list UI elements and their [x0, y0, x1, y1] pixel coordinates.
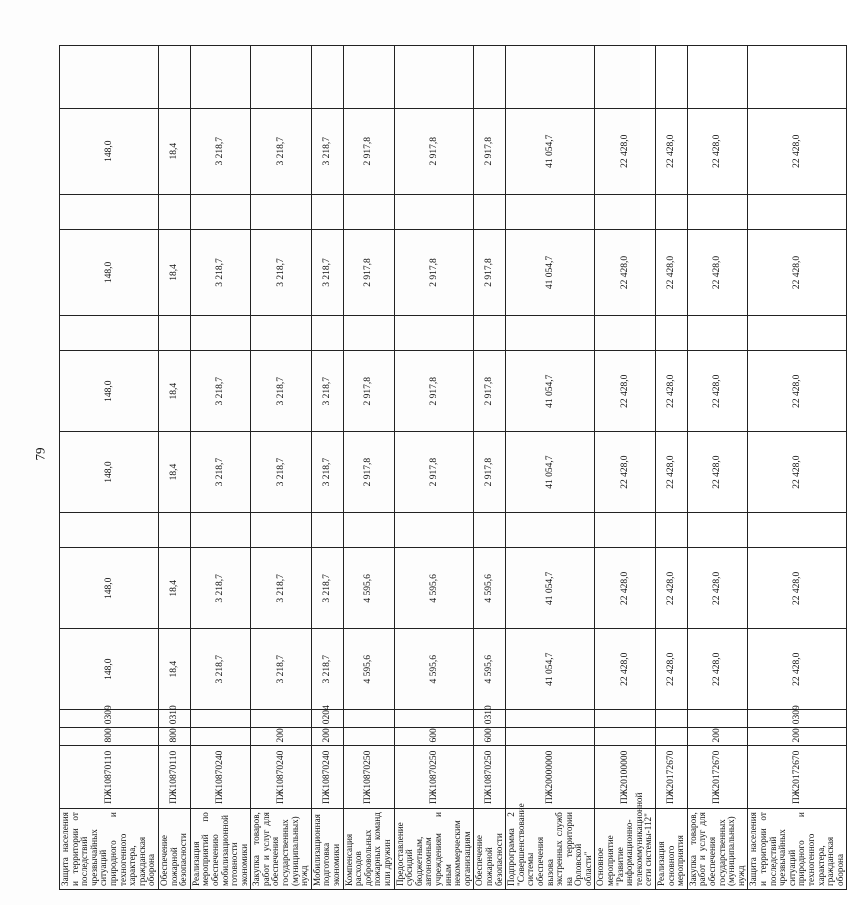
section-cell: 0310 — [158, 710, 190, 728]
amount-cell: 18,4 — [158, 432, 190, 513]
amount-cell — [343, 513, 394, 548]
section-cell — [251, 710, 312, 728]
amount-cell: 18,4 — [158, 230, 190, 316]
amount-cell: 2 917,8 — [394, 351, 474, 432]
amount-cell: 22 428,0 — [687, 108, 748, 194]
amount-cell: 18,4 — [158, 629, 190, 710]
amount-cell: 4 595,6 — [394, 548, 474, 629]
amount-cell: 18,4 — [158, 548, 190, 629]
budget-table — [59, 45, 847, 890]
amount-cell — [595, 513, 656, 548]
table-row — [687, 46, 748, 890]
amount-cell: 41 054,7 — [506, 108, 595, 194]
amount-cell: 3 218,7 — [190, 351, 251, 432]
amount-cell: 3 218,7 — [190, 108, 251, 194]
amount-cell: 3 218,7 — [311, 230, 343, 316]
amount-cell: 22 428,0 — [595, 629, 656, 710]
amount-cell — [251, 194, 312, 229]
expense-type-cell — [595, 728, 656, 746]
amount-cell: 148,0 — [60, 108, 159, 194]
amount-cell — [748, 315, 847, 350]
amount-cell: 3 218,7 — [190, 548, 251, 629]
row-name-cell: Обеспечение пожарной безопасности — [158, 809, 190, 890]
row-name-cell: Основное мероприятие "Развитие информационно-телекоммуникационной сети системы-112" — [595, 809, 656, 890]
row-name-cell: Закупка товаров, работ и услуг для обеспечения государственных (муниципальных) нужд — [251, 809, 312, 890]
target-article-cell: ПЖ20172670 — [656, 746, 688, 809]
amount-cell: 41 054,7 — [506, 548, 595, 629]
amount-cell: 22 428,0 — [748, 629, 847, 710]
amount-cell — [60, 315, 159, 350]
target-article-cell: ПЖ20172670 — [687, 746, 748, 809]
amount-cell — [687, 513, 748, 548]
amount-cell — [656, 315, 688, 350]
amount-cell: 3 218,7 — [190, 432, 251, 513]
table-row — [251, 46, 312, 890]
amount-cell: 18,4 — [158, 351, 190, 432]
amount-cell: 2 917,8 — [474, 432, 506, 513]
amount-cell — [394, 513, 474, 548]
section-cell: 0204 — [311, 710, 343, 728]
table-row — [474, 46, 506, 890]
target-article-cell: ПЖ10870250 — [394, 746, 474, 809]
amount-cell: 2 917,8 — [343, 432, 394, 513]
table-row — [190, 46, 251, 890]
amount-cell: 22 428,0 — [656, 230, 688, 316]
amount-cell: 3 218,7 — [251, 351, 312, 432]
section-cell: 0310 — [474, 710, 506, 728]
row-name-cell: Подпрограмма 2 "Совершенствование системы обеспечения вызова экстренных служб на территории Орловской области" — [506, 809, 595, 890]
section-cell — [190, 710, 251, 728]
amount-cell — [595, 46, 656, 109]
amount-cell — [158, 46, 190, 109]
amount-cell — [60, 194, 159, 229]
amount-cell: 3 218,7 — [251, 108, 312, 194]
table-row — [311, 46, 343, 890]
expense-type-cell: 200 — [251, 728, 312, 746]
section-cell — [506, 710, 595, 728]
amount-cell — [595, 194, 656, 229]
amount-cell: 3 218,7 — [251, 432, 312, 513]
row-name-cell: Защита населения и территории от последствий чрезвычайных ситуаций природного и техногенного характера, гражданская оборона — [748, 809, 847, 890]
amount-cell: 22 428,0 — [595, 548, 656, 629]
expense-type-cell: 200 — [687, 728, 748, 746]
amount-cell: 22 428,0 — [656, 432, 688, 513]
amount-cell: 41 054,7 — [506, 629, 595, 710]
row-name-cell: Закупка товаров, работ и услуг для обеспечения государственных (муниципальных) нужд — [687, 809, 748, 890]
expense-type-cell — [343, 728, 394, 746]
table-row — [343, 46, 394, 890]
amount-cell — [343, 194, 394, 229]
target-article-cell: ПЖ10870250 — [474, 746, 506, 809]
amount-cell: 2 917,8 — [474, 230, 506, 316]
amount-cell: 3 218,7 — [311, 629, 343, 710]
row-name-cell: Реализация основного мероприятия — [656, 809, 688, 890]
amount-cell: 22 428,0 — [656, 351, 688, 432]
expense-type-cell: 600 — [474, 728, 506, 746]
amount-cell: 22 428,0 — [595, 351, 656, 432]
amount-cell — [394, 46, 474, 109]
amount-cell — [687, 46, 748, 109]
amount-cell — [251, 46, 312, 109]
target-article-cell: ПЖ10870240 — [251, 746, 312, 809]
amount-cell: 22 428,0 — [595, 108, 656, 194]
amount-cell — [190, 315, 251, 350]
expense-type-cell — [190, 728, 251, 746]
amount-cell: 3 218,7 — [251, 230, 312, 316]
amount-cell: 148,0 — [60, 548, 159, 629]
amount-cell — [748, 46, 847, 109]
amount-cell — [656, 513, 688, 548]
section-cell — [656, 710, 688, 728]
amount-cell: 4 595,6 — [474, 548, 506, 629]
amount-cell: 22 428,0 — [748, 230, 847, 316]
section-cell — [343, 710, 394, 728]
amount-cell: 148,0 — [60, 629, 159, 710]
amount-cell: 18,4 — [158, 108, 190, 194]
amount-cell — [748, 513, 847, 548]
row-name-cell: Защита населения и территории от последствий чрезвычайных ситуаций природного и техногенного характера, гражданская оборона — [60, 809, 159, 890]
amount-cell — [311, 513, 343, 548]
table-row — [595, 46, 656, 890]
amount-cell: 2 917,8 — [394, 108, 474, 194]
amount-cell — [343, 46, 394, 109]
amount-cell: 3 218,7 — [311, 108, 343, 194]
table-body — [60, 46, 847, 890]
row-name-cell: Обеспечение пожарной безопасности — [474, 809, 506, 890]
amount-cell: 22 428,0 — [656, 548, 688, 629]
row-name-cell: Мобилизационная подготовка экономики — [311, 809, 343, 890]
amount-cell: 148,0 — [60, 351, 159, 432]
amount-cell — [394, 194, 474, 229]
amount-cell — [474, 46, 506, 109]
amount-cell: 3 218,7 — [251, 548, 312, 629]
amount-cell: 41 054,7 — [506, 351, 595, 432]
target-article-cell: ПЖ20172670 — [748, 746, 847, 809]
amount-cell: 4 595,6 — [474, 629, 506, 710]
amount-cell — [190, 194, 251, 229]
rotated-table-container — [59, 45, 845, 890]
amount-cell: 22 428,0 — [687, 548, 748, 629]
row-name-cell: Предоставление субсидий бюджетным, автономным учреждениям и иным некоммерческим организациям — [394, 809, 474, 890]
target-article-cell: ПЖ20100000 — [595, 746, 656, 809]
amount-cell — [474, 513, 506, 548]
target-article-cell: ПЖ10870250 — [343, 746, 394, 809]
amount-cell: 3 218,7 — [190, 629, 251, 710]
amount-cell: 3 218,7 — [190, 230, 251, 316]
amount-cell — [474, 194, 506, 229]
amount-cell: 22 428,0 — [748, 108, 847, 194]
expense-type-cell — [656, 728, 688, 746]
amount-cell — [311, 315, 343, 350]
table-row — [394, 46, 474, 890]
amount-cell — [506, 194, 595, 229]
amount-cell — [60, 513, 159, 548]
amount-cell: 3 218,7 — [311, 432, 343, 513]
amount-cell — [656, 194, 688, 229]
amount-cell — [60, 46, 159, 109]
amount-cell — [158, 315, 190, 350]
table-row — [656, 46, 688, 890]
section-cell — [394, 710, 474, 728]
expense-type-cell: 200 — [748, 728, 847, 746]
section-cell: 0309 — [748, 710, 847, 728]
amount-cell — [506, 46, 595, 109]
amount-cell: 4 595,6 — [343, 548, 394, 629]
page-number: 79 — [32, 447, 48, 461]
expense-type-cell: 800 — [60, 728, 159, 746]
amount-cell — [656, 46, 688, 109]
amount-cell — [687, 315, 748, 350]
amount-cell: 148,0 — [60, 432, 159, 513]
target-article-cell: ПЖ10870110 — [158, 746, 190, 809]
amount-cell: 22 428,0 — [595, 230, 656, 316]
amount-cell: 22 428,0 — [595, 432, 656, 513]
amount-cell: 41 054,7 — [506, 432, 595, 513]
amount-cell — [474, 315, 506, 350]
amount-cell: 2 917,8 — [474, 108, 506, 194]
target-article-cell: ПЖ10870110 — [60, 746, 159, 809]
table-row — [748, 46, 847, 890]
amount-cell: 2 917,8 — [394, 432, 474, 513]
expense-type-cell: 200 — [311, 728, 343, 746]
amount-cell: 22 428,0 — [656, 108, 688, 194]
expense-type-cell: 800 — [158, 728, 190, 746]
amount-cell: 2 917,8 — [343, 230, 394, 316]
amount-cell: 2 917,8 — [474, 351, 506, 432]
row-name-cell: Компенсация расходов добровольных пожарных команд или дружин — [343, 809, 394, 890]
section-cell: 0309 — [60, 710, 159, 728]
target-article-cell: ПЖ20000000 — [506, 746, 595, 809]
amount-cell: 22 428,0 — [748, 548, 847, 629]
amount-cell: 22 428,0 — [687, 629, 748, 710]
amount-cell — [687, 194, 748, 229]
amount-cell — [748, 194, 847, 229]
amount-cell: 148,0 — [60, 230, 159, 316]
amount-cell: 4 595,6 — [394, 629, 474, 710]
amount-cell — [190, 513, 251, 548]
section-cell — [595, 710, 656, 728]
amount-cell: 22 428,0 — [687, 432, 748, 513]
expense-type-cell: 600 — [394, 728, 474, 746]
expense-type-cell — [506, 728, 595, 746]
amount-cell: 22 428,0 — [687, 351, 748, 432]
target-article-cell: ПЖ10870240 — [311, 746, 343, 809]
table-row — [158, 46, 190, 890]
table-row — [506, 46, 595, 890]
amount-cell — [506, 513, 595, 548]
amount-cell: 2 917,8 — [394, 230, 474, 316]
amount-cell: 22 428,0 — [748, 432, 847, 513]
amount-cell — [251, 513, 312, 548]
amount-cell: 2 917,8 — [343, 351, 394, 432]
amount-cell: 4 595,6 — [343, 629, 394, 710]
amount-cell: 2 917,8 — [343, 108, 394, 194]
amount-cell: 41 054,7 — [506, 230, 595, 316]
section-cell — [687, 710, 748, 728]
amount-cell — [158, 513, 190, 548]
amount-cell — [343, 315, 394, 350]
amount-cell: 3 218,7 — [311, 548, 343, 629]
amount-cell — [251, 315, 312, 350]
amount-cell: 22 428,0 — [656, 629, 688, 710]
amount-cell: 3 218,7 — [251, 629, 312, 710]
amount-cell — [311, 194, 343, 229]
amount-cell — [506, 315, 595, 350]
amount-cell — [311, 46, 343, 109]
row-name-cell: Реализация мероприятий по обеспечению мобилизационной готовности экономики — [190, 809, 251, 890]
table-row — [60, 46, 159, 890]
amount-cell: 3 218,7 — [311, 351, 343, 432]
amount-cell — [158, 194, 190, 229]
target-article-cell: ПЖ10870240 — [190, 746, 251, 809]
amount-cell: 22 428,0 — [748, 351, 847, 432]
amount-cell — [595, 315, 656, 350]
amount-cell — [394, 315, 474, 350]
amount-cell — [190, 46, 251, 109]
amount-cell: 22 428,0 — [687, 230, 748, 316]
